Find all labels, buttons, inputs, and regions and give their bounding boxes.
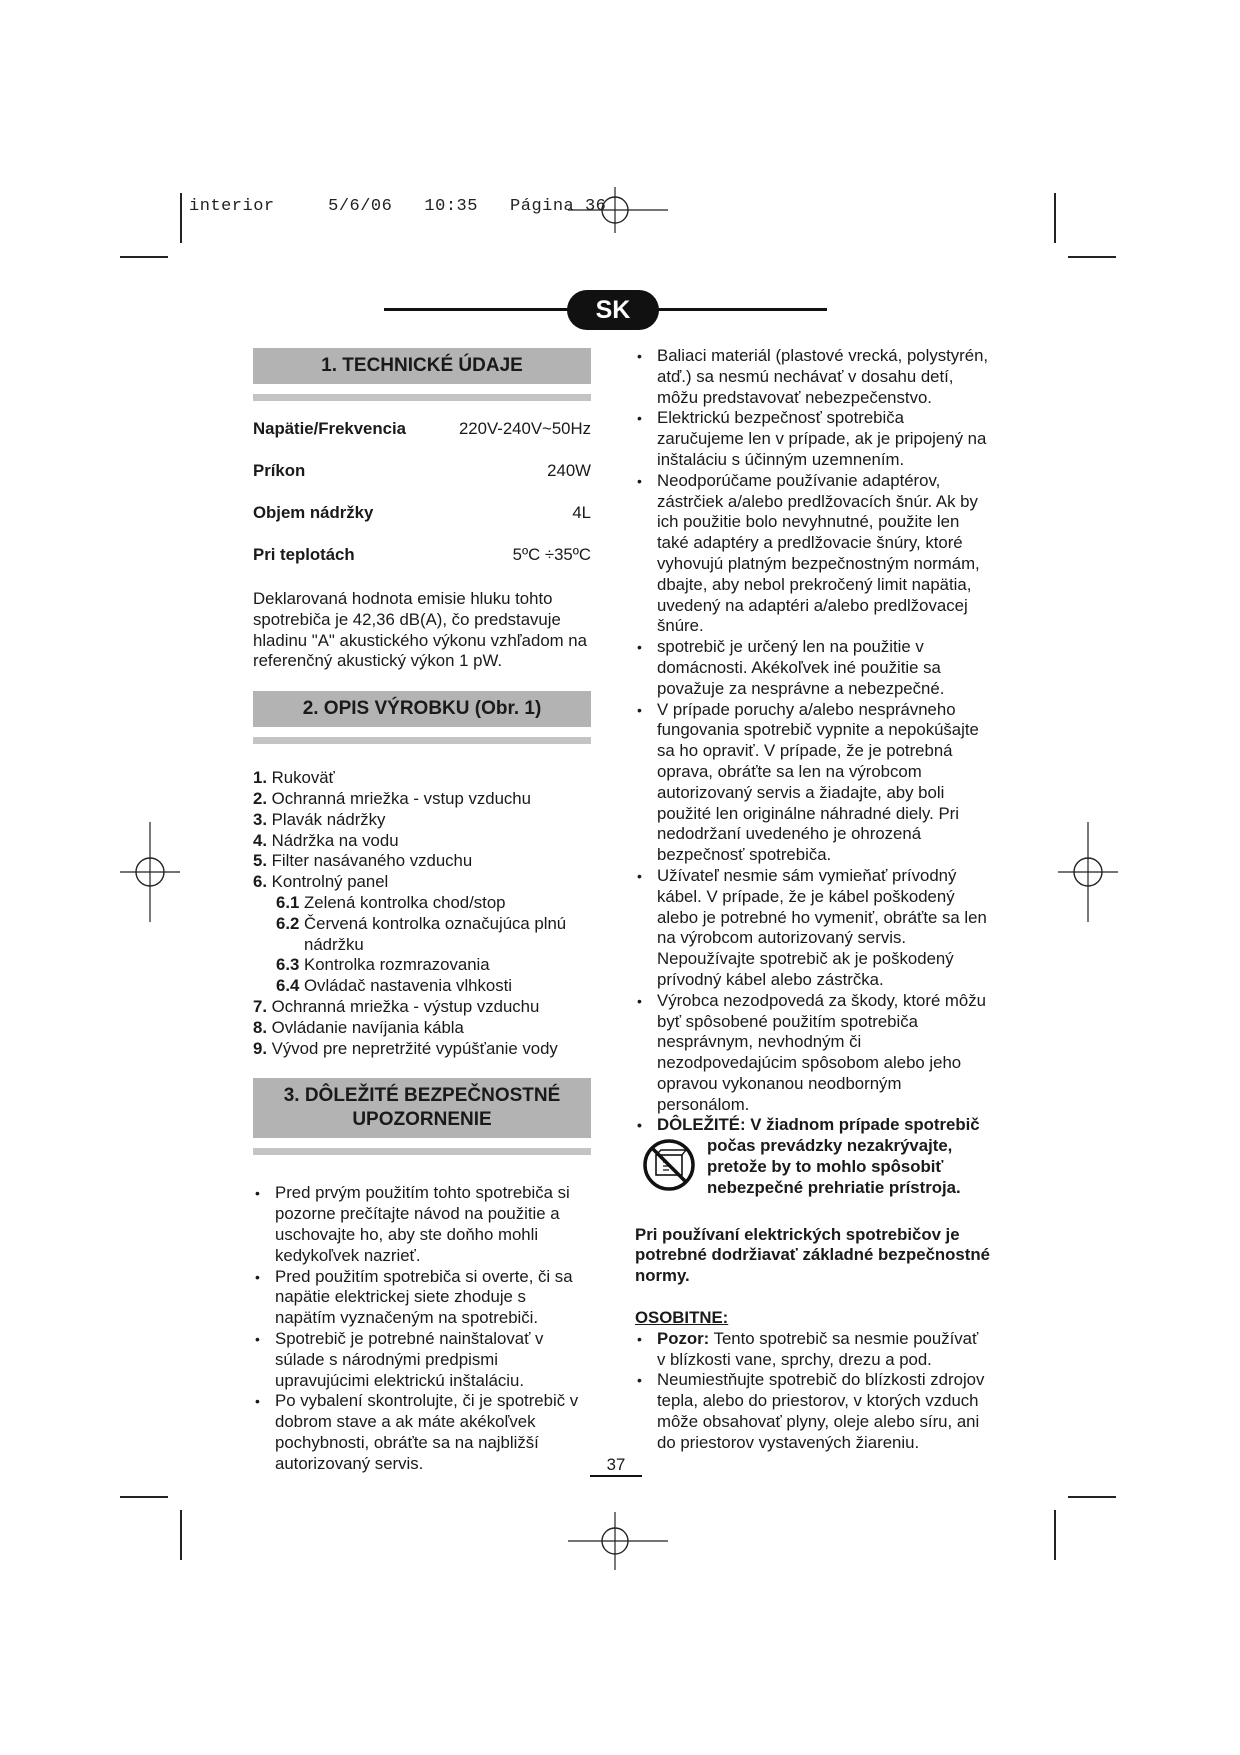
crop-mark — [1054, 193, 1056, 243]
list-item: • Pozor: Tento spotrebič sa nesmie používať v blízkosti vane, sprchy, drezu a pod. — [635, 1329, 990, 1371]
list-item: 8. Ovládanie navíjania kábla — [253, 1017, 464, 1037]
electrical-rules-text: Pri používaní elektrických spotrebičov je potrebné dodržiavať základné bezpečnostné normy. — [635, 1224, 990, 1286]
list-item: 1. Rukoväť — [253, 768, 335, 788]
registration-mark-bottom — [568, 1512, 668, 1570]
header-rule-left — [384, 308, 574, 311]
left-column — [253, 348, 591, 1475]
registration-mark-right — [1058, 822, 1118, 922]
crop-mark — [1054, 1510, 1056, 1560]
section-heading-line: 3. DÔLEŽITÉ BEZPEČNOSTNÉ — [283, 1085, 561, 1107]
list-item: 5. Filter nasávaného vzduchu — [253, 851, 473, 871]
list-item: 6.1 Zelená kontrolka chod/stop — [276, 892, 506, 912]
parts-list — [253, 768, 591, 1059]
section-heading-technical: 1. TECHNICKÉ ÚDAJE — [253, 348, 591, 386]
spec-value: 240W — [547, 461, 591, 480]
spec-label: Pri teplotách — [253, 545, 355, 564]
spec-label: Príkon — [253, 461, 306, 480]
spec-value: 4L — [572, 503, 591, 522]
registration-mark-top — [568, 187, 668, 233]
list-item: • Elektrickú bezpečnosť spotrebiča zaručujeme len v prípade, ak je pripojený na inštaláciu s účinným uzemnením. — [635, 408, 990, 470]
section-heading-safety — [253, 1078, 591, 1140]
right-column — [635, 346, 990, 1454]
registration-mark-left — [120, 822, 180, 922]
list-item: • Neumiestňujte spotrebič do blízkosti zdrojov tepla, alebo do priestorov, v ktorých vzduch môže obsahovať plyny, oleje alebo síru, ani do priestorov vystavených žiareniu. — [635, 1370, 990, 1453]
list-item: 7. Ochranná mriežka - výstup vzduchu — [253, 996, 540, 1016]
crop-mark — [180, 193, 182, 243]
spec-label: Napätie/Frekvencia — [253, 419, 406, 438]
list-item: • Výrobca nezodpovedá za škody, ktoré môžu byť spôsobené použitím spotrebiča nesprávnym, nevhodným či nezodpovedajúcim spôsobom alebo jeho opravou vykonanou neodborným personálom. — [635, 991, 990, 1116]
important-warning-text: počas prevádzky nezakrývajte, pretože by to mohlo spôsobiť nebezpečné prehriatie prístroja. — [707, 1136, 961, 1197]
list-item: • Neodporúčame používanie adaptérov, zástrčiek a/alebo predlžovacích šnúr. Ak by ich použitie bolo nevyhnutné, použite len také adaptéry a predlžovacie šnúry, ktoré vyhovujú platným bezpečnostným normám, dbajte, aby nebol prekročený limit napätia, uvedený na adaptéri a/alebo predlžovacej šnúre. — [635, 471, 990, 637]
list-item: • Po vybalení skontrolujte, či je spotrebič v dobrom stave a ak máte akékoľvek pochybnosti, obráťte sa na najbližší autorizovaný servis. — [253, 1391, 591, 1474]
crop-mark — [120, 1496, 168, 1498]
list-item: • Pred prvým použitím tohto spotrebiča si pozorne prečítajte návod na použitie a uschovajte ho, aby ste doňho mohli kedykoľvek nazrieť. — [253, 1183, 591, 1266]
list-item: • spotrebič je určený len na použitie v domácnosti. Akékoľvek iné použitie sa považuje za nesprávne a nebezpečné. — [635, 637, 990, 699]
list-item: 2. Ochranná mriežka - vstup vzduchu — [253, 788, 531, 808]
language-badge: SK — [567, 290, 659, 330]
page-number: 37 — [590, 1455, 642, 1477]
list-item: 9. Vývod pre nepretržité vypúšťanie vody — [253, 1038, 558, 1058]
spec-row — [253, 461, 591, 503]
list-item: 6.3 Kontrolka rozmrazovania — [276, 955, 490, 975]
list-item: • Pred použitím spotrebiča si overte, či sa napätie elektrickej siete zhoduje s napätím vyznačeným na spotrebiči. — [253, 1267, 591, 1329]
important-warning — [635, 1136, 990, 1198]
spec-row — [253, 503, 591, 545]
list-item: 3. Plavák nádržky — [253, 809, 386, 829]
section-rule — [253, 1148, 591, 1155]
list-item: nádržku — [304, 934, 364, 954]
crop-mark — [1068, 256, 1116, 258]
section-rule — [253, 737, 591, 744]
list-item: • V prípade poruchy a/alebo nesprávneho fungovania spotrebič vypnite a nepokúšajte sa ho opraviť. V prípade, že je potrebná oprava, obráťte sa len na výrobcom autorizovaný servis a žiadajte, aby boli použité len originálne náhradné diely. Pri nedodržaní uvedeného je ohrozená bezpečnosť spotrebiča. — [635, 700, 990, 866]
list-item: 6.2 Červená kontrolka označujúca plnú — [276, 913, 567, 933]
spec-label: Objem nádržky — [253, 503, 374, 522]
list-item: • Baliaci materiál (plastové vrecká, polystyrén, atď.) sa nesmú nechávať v dosahu detí, môžu predstavovať nebezpečenstvo. — [635, 346, 990, 408]
section-rule — [253, 394, 591, 401]
spec-value: 5ºC ÷35ºC — [512, 545, 591, 564]
spec-row — [253, 419, 591, 461]
header-rule-right — [652, 308, 827, 311]
list-item: 4. Nádržka na vodu — [253, 830, 399, 850]
print-header: interior 5/6/06 10:35 Página 36 — [189, 197, 607, 216]
list-item: 6. Kontrolný panel — [253, 872, 389, 892]
do-not-cover-icon — [641, 1138, 697, 1192]
section-heading-description: 2. OPIS VÝROBKU (Obr. 1) — [253, 691, 591, 729]
important-warning-heading: • DÔLEŽITÉ: V žiadnom prípade spotrebič — [635, 1115, 990, 1136]
crop-mark — [1068, 1496, 1116, 1498]
list-item: • Spotrebič je potrebné nainštalovať v súlade s národnými predpismi upravujúcimi elektrickú inštaláciu. — [253, 1329, 591, 1391]
crop-mark — [180, 1510, 182, 1560]
spec-row — [253, 545, 591, 587]
noise-emission-text: Deklarovaná hodnota emisie hluku tohto spotrebiča je 42,36 dB(A), čo predstavuje hladinu "A" akustického výkonu vzhľadom na referenčný akustický výkon 1 pW. — [253, 589, 587, 671]
safety-bullet-list — [253, 1183, 591, 1474]
osobitne-heading: OSOBITNE: — [635, 1308, 729, 1328]
section-heading-line: UPOZORNENIE — [352, 1109, 492, 1131]
spec-value: 220V-240V~50Hz — [458, 419, 591, 438]
list-item: 6.4 Ovládač nastavenia vlhkosti — [276, 976, 513, 996]
list-item: • Užívateľ nesmie sám vymieňať prívodný kábel. V prípade, že je kábel poškodený alebo je potrebné ho vymeniť, obráťte sa len na výrobcom autorizovaný servis. Nepoužívajte spotrebič ak je poškodený prívodný kábel alebo zástrčka. — [635, 866, 990, 991]
spec-table — [253, 419, 591, 587]
crop-mark — [120, 256, 168, 258]
